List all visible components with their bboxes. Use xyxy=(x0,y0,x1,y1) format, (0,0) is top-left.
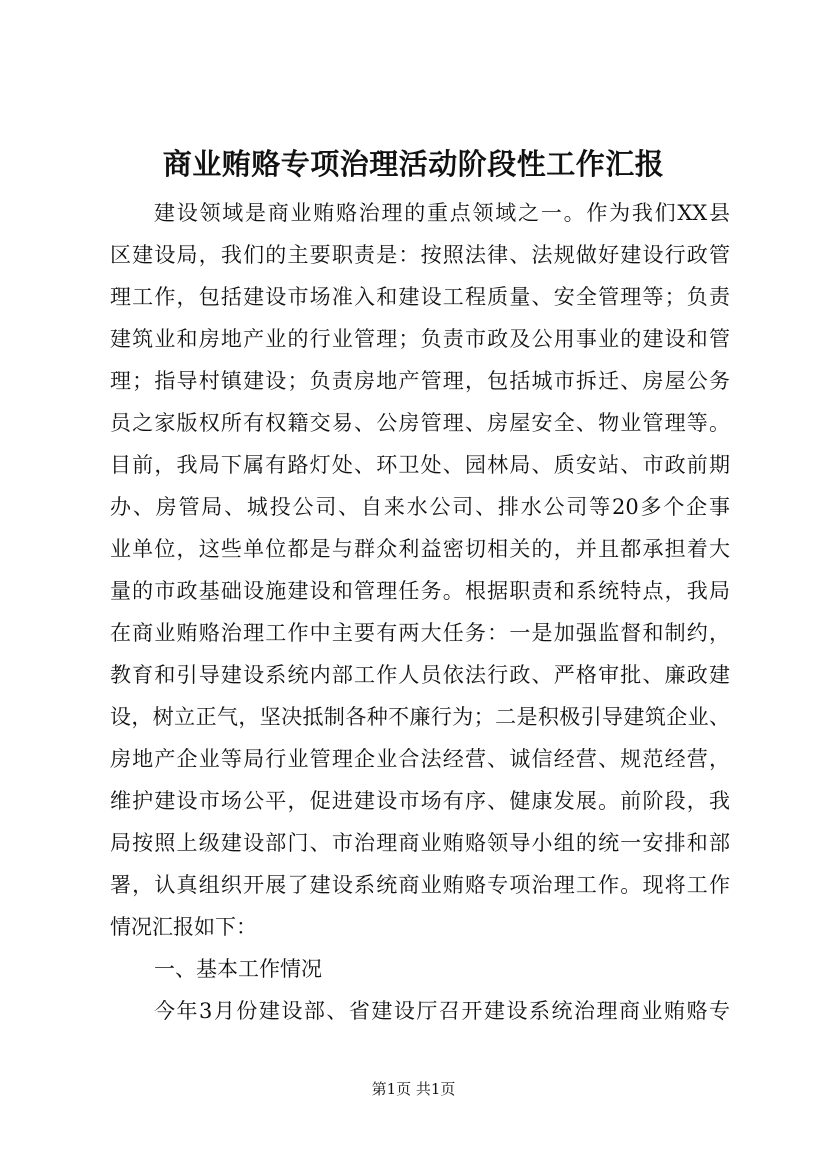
document-body xyxy=(110,192,730,1032)
paragraph-line: 员之家版权所有权籍交易、公房管理、房屋安全、物业管理等。 xyxy=(110,411,730,435)
paragraph-line: 理；指导村镇建设；负责房地产管理，包括城市拆迁、房屋公务 xyxy=(110,369,730,393)
document-title: 商业贿赂专项治理活动阶段性工作汇报 xyxy=(162,147,665,181)
paragraph-line: 建筑业和房地产业的行业管理；负责市政及公用事业的建设和管 xyxy=(110,327,730,351)
paragraph-line: 理工作，包括建设市场准入和建设工程质量、安全管理等；负责 xyxy=(110,285,730,309)
paragraph-line: 局按照上级建设部门、市治理商业贿赂领导小组的统一安排和部 xyxy=(110,831,730,855)
paragraph-line: 量的市政基础设施建设和管理任务。根据职责和系统特点，我局 xyxy=(110,579,730,603)
paragraph-line: 署，认真组织开展了建设系统商业贿赂专项治理工作。现将工作 xyxy=(110,873,730,897)
paragraph-line: 今年3月份建设部、省建设厅召开建设系统治理商业贿赂专 xyxy=(154,999,730,1023)
paragraph-line: 目前，我局下属有路灯处、环卫处、园林局、质安站、市政前期 xyxy=(110,453,730,477)
paragraph-line: 在商业贿赂治理工作中主要有两大任务：一是加强监督和制约， xyxy=(110,621,730,645)
paragraph-line: 设，树立正气，坚决抵制各种不廉行为；二是积极引导建筑企业、 xyxy=(110,705,730,729)
paragraph-line: 建设领域是商业贿赂治理的重点领域之一。作为我们XX县 xyxy=(154,201,730,225)
paragraph-line: 教育和引导建设系统内部工作人员依法行政、严格审批、廉政建 xyxy=(110,663,730,687)
section-heading: 一、基本工作情况 xyxy=(154,957,322,981)
paragraph-line: 区建设局，我们的主要职责是：按照法律、法规做好建设行政管 xyxy=(110,243,730,267)
page-footer: 第1页 共1页 xyxy=(371,1080,456,1098)
paragraph-line: 办、房管局、城投公司、自来水公司、排水公司等20多个企事 xyxy=(110,495,730,519)
paragraph-line: 业单位，这些单位都是与群众利益密切相关的，并且都承担着大 xyxy=(110,537,730,561)
paragraph-line: 情况汇报如下： xyxy=(110,915,257,939)
paragraph-line: 维护建设市场公平，促进建设市场有序、健康发展。前阶段，我 xyxy=(110,789,730,813)
paragraph-line: 房地产企业等局行业管理企业合法经营、诚信经营、规范经营， xyxy=(110,747,730,771)
